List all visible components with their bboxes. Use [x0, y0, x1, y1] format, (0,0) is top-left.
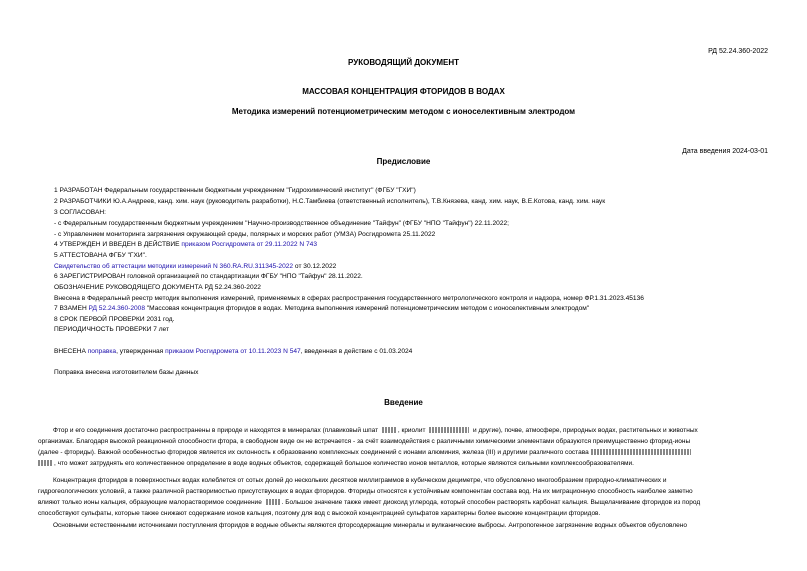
preface-heading: Предисловие — [376, 157, 431, 166]
replaces-label: 7 ВЗАМЕН — [54, 305, 89, 312]
intro-heading: Введение — [384, 398, 423, 407]
preface-line-7: 5 АТТЕСТОВАНА ФГБУ "ГХИ". — [54, 252, 147, 259]
doc-code: РД 52.24.360-2022 — [708, 48, 768, 55]
approved-label: 4 УТВЕРЖДЕН И ВВЕДЕН В ДЕЙСТВИЕ — [54, 241, 182, 248]
formula-caf2-2-image — [266, 499, 280, 505]
preface-line-2: 2 РАЗРАБОТЧИКИ Ю.А.Андреев, канд. хим. наук (руководитель разработки), Н.С.Тамбиева (ответственный исполнитель), Т.В.Князева, канд. хим. наук, В.Е.Котова, канд. хим. наук — [54, 198, 606, 205]
preface-line-12 — [54, 305, 589, 312]
intro-paragraph-2 — [38, 475, 769, 519]
preface-line-4: - с Федеральным государственным бюджетным учреждением "Научно-производственное объединение "Тайфун" (ФГБУ "НПО "Тайфун") 22.11.2022; — [54, 220, 509, 227]
doc-kind: РУКОВОДЯЩИЙ ДОКУМЕНТ — [348, 58, 459, 67]
amendment-link[interactable]: поправка — [87, 348, 117, 355]
p2-line-1: Концентрация фторидов в поверхностных водах колеблется от сотых долей до нескольких десятков миллиграммов в кубическом дециметре, что обусловлено многообразием природно-климатических и — [53, 477, 667, 484]
p1-line-3: (далее - фториды). Важной особенностью фторидов является их склонность к образованию комплексных соединений с ионами алюминия, железа (III) и другими различного состава — [38, 449, 589, 456]
preface-line-10: ОБОЗНАЧЕНИЕ РУКОВОДЯЩЕГО ДОКУМЕНТА РД 52.24.360-2022 — [54, 284, 261, 291]
amendment-text: , утвержденная — [116, 348, 166, 355]
amendment-order-link[interactable]: приказом Росгидромета от 10.11.2023 N 547 — [165, 348, 301, 355]
replaced-doc-link[interactable]: РД 52.24.360-2008 — [88, 305, 145, 312]
formula-cryolite-image — [429, 427, 469, 433]
p1-text-c: и другие), почве, атмосфере, природных водах, растительных и животных — [471, 427, 698, 434]
preface-line-14: ПЕРИОДИЧНОСТЬ ПРОВЕРКИ 7 лет — [54, 326, 170, 333]
certificate-link[interactable]: Свидетельство об аттестации методики измерений N 360.RA.RU.311345-2022 — [54, 263, 294, 270]
p3-line-1: Основными естественными источниками поступления фторидов в водные объекты являются фторсодержащие минералы и вулканические выбросы. Антропогенное загрязнение водных объектов обусловлено — [53, 522, 687, 529]
formula-alf-image — [38, 460, 52, 466]
preface-line-6 — [54, 241, 317, 248]
preface-line-3: 3 СОГЛАСОВАН: — [54, 209, 106, 216]
preface-line-9: 6 ЗАРЕГИСТРИРОВАН головной организацией по стандартизации ФГБУ "НПО "Тайфун" 28.11.2022. — [54, 273, 363, 280]
p2-line-4: способствуют сульфаты, которые также снижают содержание ионов кальция, поэтому для вод с высокой концентрацией сульфатов характерны более высокие концентрации фторидов. — [38, 510, 601, 517]
preface-line-5: - с Управлением мониторинга загрязнения окружающей среды, полярных и морских работ (УМЗА) Росгидромета 25.11.2022 — [54, 231, 436, 238]
amendment-line — [54, 348, 412, 355]
doc-subtitle: Методика измерений потенциометрическим методом с ионоселективным электродом — [231, 107, 576, 116]
formula-caf2-image — [382, 427, 396, 433]
certificate-date: от 30.12.2022 — [293, 263, 337, 270]
p1-line-4: , что может затруднять его количественное определение в воде водных объектов, содержащей большое количество ионов металлов, которые являются сильными комплексообразователями. — [54, 460, 634, 467]
approval-order-link[interactable]: приказом Росгидромета от 29.11.2022 N 743 — [181, 241, 317, 248]
effective-date: Дата введения 2024-03-01 — [682, 148, 768, 155]
preface-line-13: 8 СРОК ПЕРВОЙ ПРОВЕРКИ 2031 год. — [54, 316, 175, 323]
p2-line-3a: влияют только ионы кальция, образующие малорастворимое соединение — [38, 499, 264, 506]
replaced-doc-title: "Массовая концентрация фторидов в водах. Методика выполнения измерений потенциометрическим методом с ионоселективным электродом" — [145, 305, 590, 312]
preface-line-8 — [54, 263, 336, 270]
intro-paragraph-3 — [38, 520, 769, 531]
p1-line-2: организмах. Благодаря высокой реакционной способности фтора, в свободном виде он не встречается - за счёт взаимодействия с различными химическими элементами образуются преимущественно фторид-ионы — [38, 438, 691, 445]
amendment-note: Поправка внесена изготовителем базы данных — [54, 369, 199, 376]
preface-line-1: 1 РАЗРАБОТАН Федеральным государственным бюджетным учреждением "Гидрохимический институт" (ФГБУ "ГХИ") — [54, 187, 416, 194]
preface-line-11: Внесена в Федеральный реестр методик выполнения измерений, применяемых в сферах распространения государственного метрологического контроля и надзора, номер ФР.1.31.2023.45136 — [54, 295, 644, 302]
p2-line-3b: . Большое значение также имеет диоксид углерода, который способен растворять карбонат кальция. Выщелачивание фторидов из пород — [281, 499, 701, 506]
formula-complexes-image — [591, 449, 691, 455]
p1-text-b: , криолит — [397, 427, 428, 434]
p2-line-2: гидрогеологических условий, а также различной растворимостью присутствующих в водах фторидов. Фториды относятся к устойчивым компонентам состава вод. На их миграционную способность наиболее заметно — [38, 488, 693, 495]
doc-title: МАССОВАЯ КОНЦЕНТРАЦИЯ ФТОРИДОВ В ВОДАХ — [302, 87, 505, 96]
amendment-label: ВНЕСЕНА — [54, 348, 88, 355]
intro-paragraph-1 — [38, 425, 769, 469]
amendment-effective: , введенная в действие с 01.03.2024 — [300, 348, 413, 355]
p1-text-a: Фтор и его соединения достаточно распространены в природе и находятся в минералах (плавиковый шпат — [53, 427, 380, 434]
